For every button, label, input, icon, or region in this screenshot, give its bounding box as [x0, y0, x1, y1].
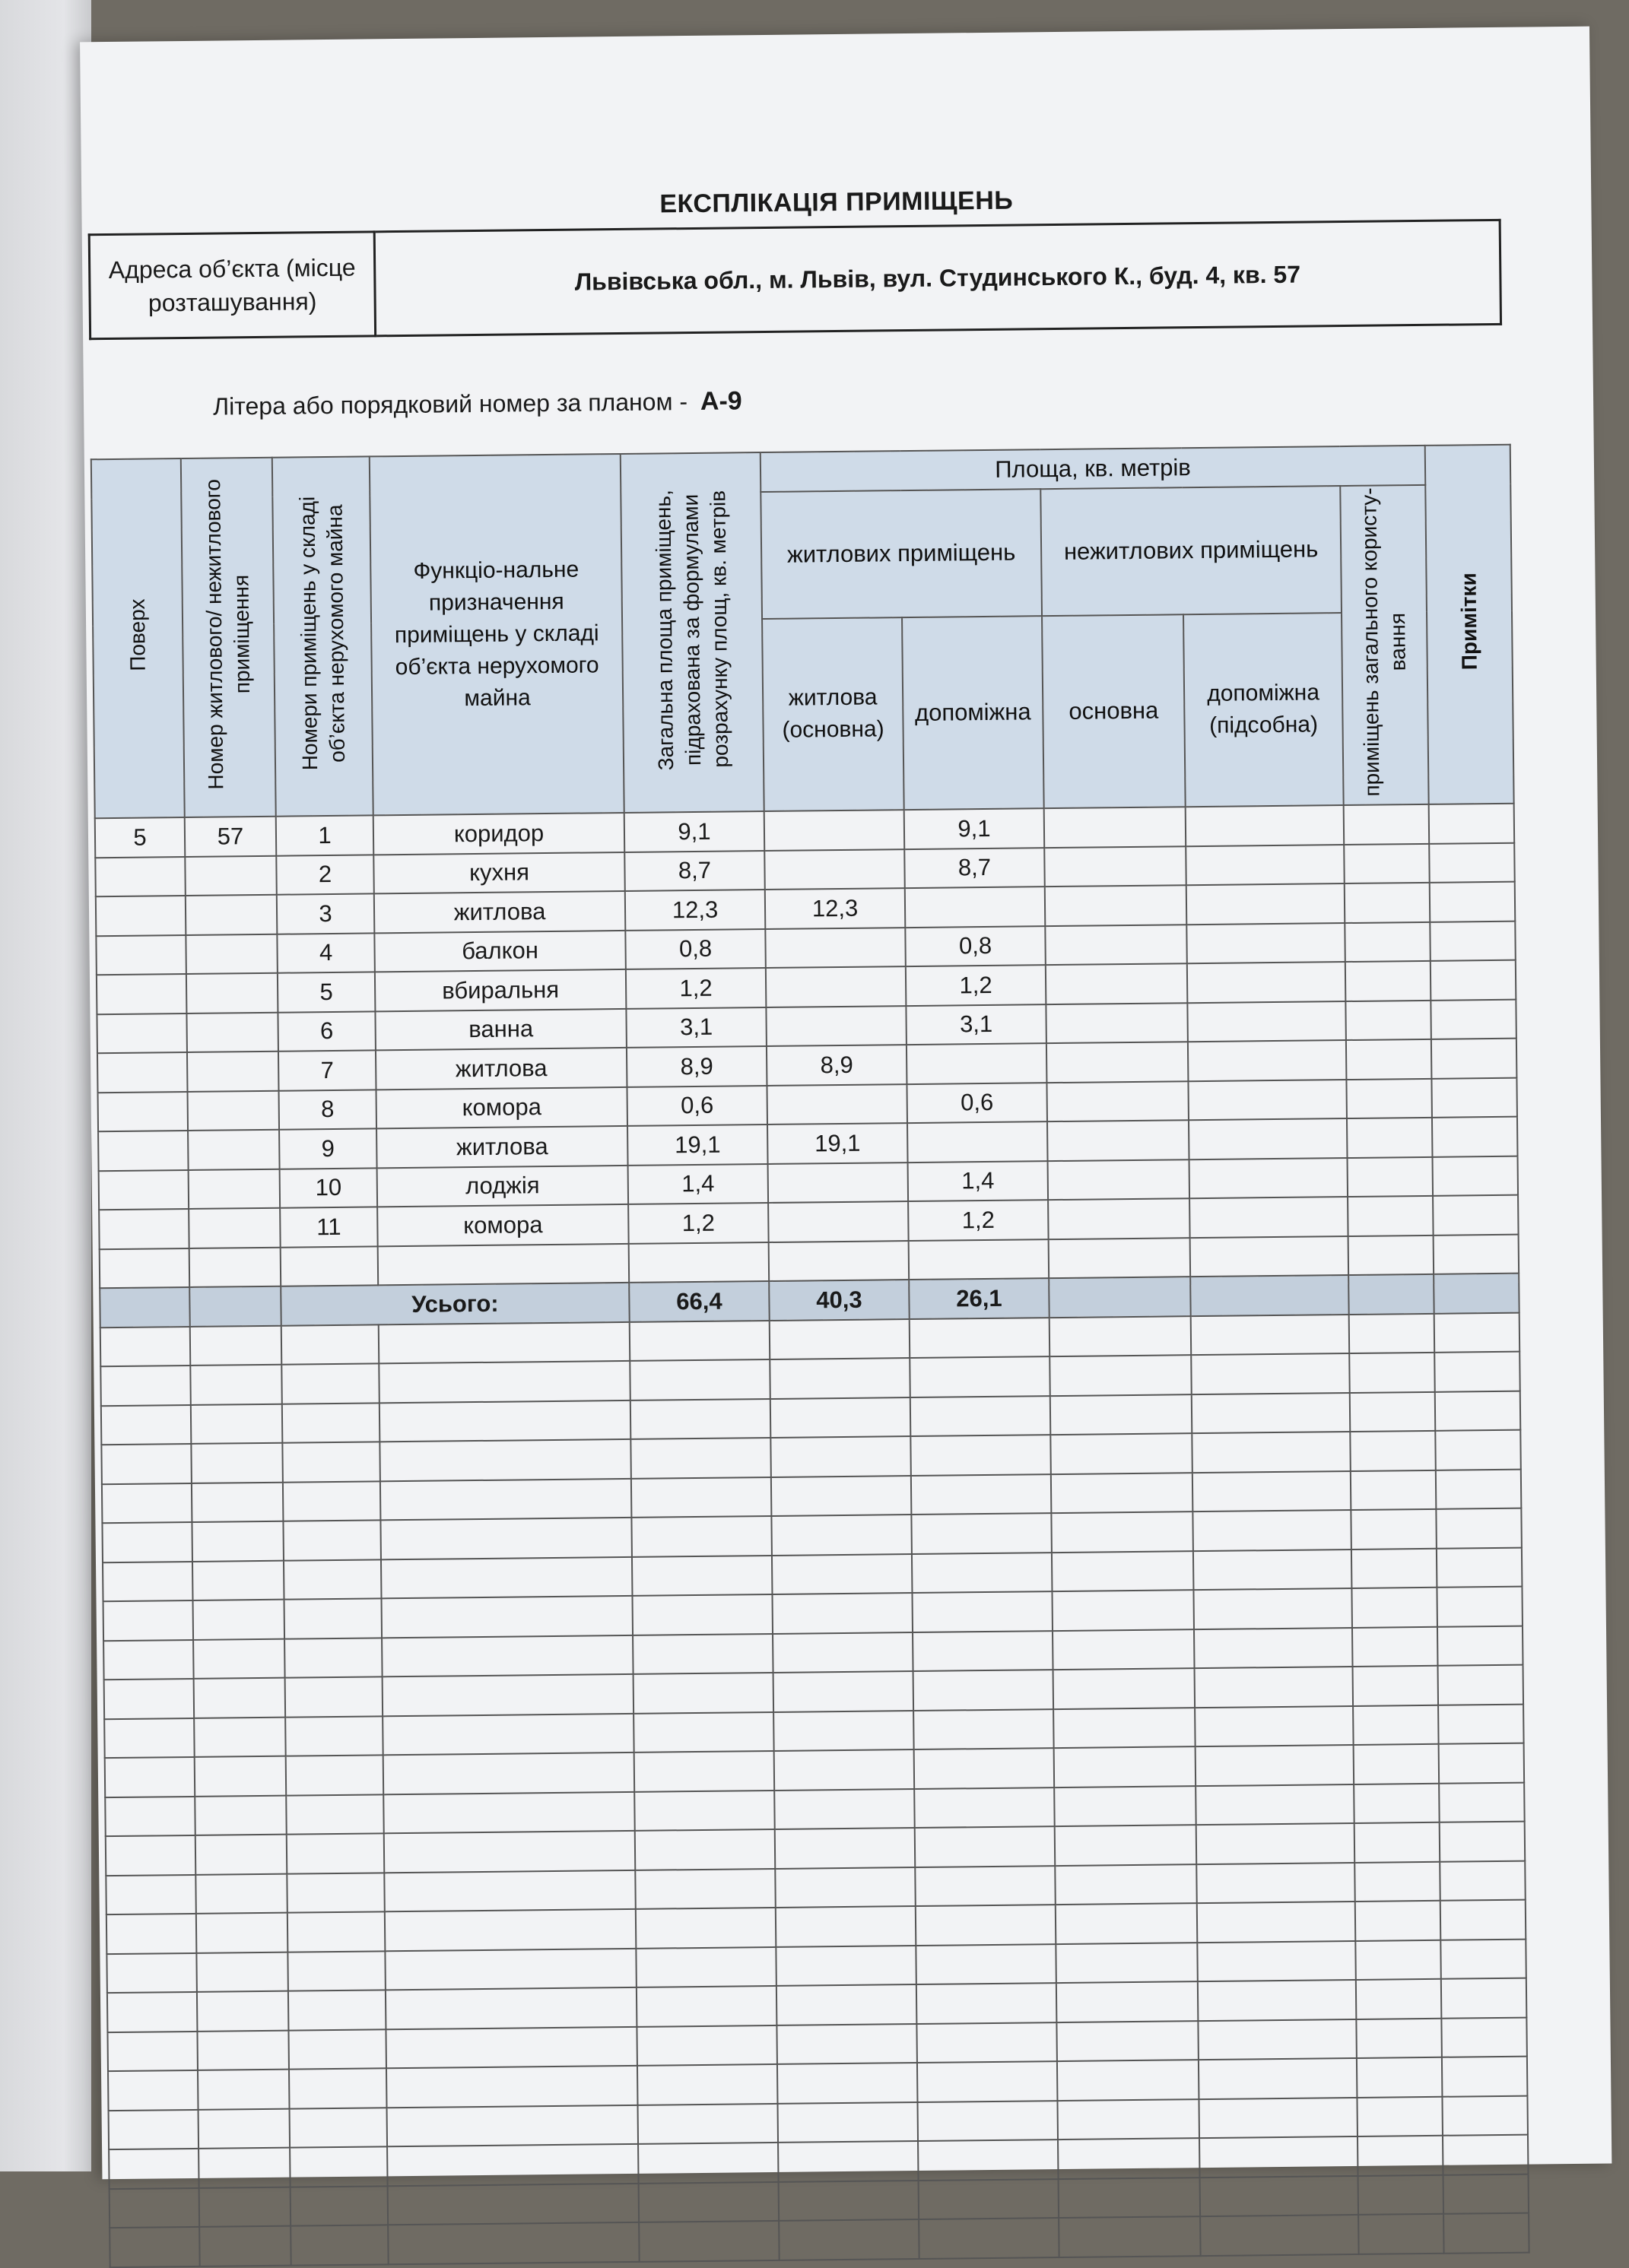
- cell-unit: [186, 934, 278, 974]
- header-common-use: приміщень загального користу-вання: [1340, 485, 1428, 805]
- cell-floor: [100, 1248, 190, 1288]
- cell-res-aux: 1,2: [906, 965, 1046, 1005]
- header-non-residential: нежитлових приміщень: [1040, 486, 1342, 616]
- cell-total: 19,1: [627, 1124, 768, 1165]
- header-res-aux: допоміжна: [902, 616, 1044, 810]
- cell-res-main: 12,3: [765, 888, 906, 928]
- rooms-table: [90, 444, 1530, 2268]
- cell-name: кухня: [373, 852, 625, 893]
- cell-num: 11: [280, 1207, 378, 1247]
- cell-unit: [185, 855, 277, 896]
- cell-res-main: 8,9: [767, 1045, 907, 1085]
- cell-name: житлова: [374, 891, 626, 933]
- cell-unit: [189, 1208, 281, 1248]
- cell-res-aux: 3,1: [906, 1004, 1046, 1045]
- cell-floor: [95, 857, 186, 897]
- document-page: [80, 27, 1612, 2180]
- cell-res-aux: 0,8: [905, 926, 1046, 966]
- totals-total-area: 66,4: [629, 1281, 770, 1321]
- cell-num: 5: [278, 972, 376, 1012]
- cell-name: лоджія: [377, 1165, 629, 1207]
- litera-line: [213, 386, 742, 421]
- header-res-main: житлова (основна): [762, 617, 904, 811]
- cell-unit: [186, 973, 278, 1013]
- cell-unit: [186, 895, 278, 935]
- cell-unit: [188, 1090, 280, 1131]
- table-body: [95, 804, 1529, 2267]
- cell-res-main: [764, 849, 905, 890]
- cell-unit: [186, 1012, 278, 1052]
- litera-label: Літера або порядковий номер за планом -: [212, 388, 688, 420]
- cell-num: 9: [279, 1128, 377, 1169]
- cell-floor: [97, 1052, 188, 1093]
- header-floor: Поверх: [91, 458, 185, 818]
- cell-total: 1,2: [628, 1203, 769, 1243]
- cell-name: комора: [377, 1204, 629, 1246]
- cell-res-main: [768, 1163, 909, 1203]
- cell-total: 1,2: [626, 968, 767, 1008]
- cell-floor: [98, 1091, 189, 1131]
- cell-floor: [96, 896, 186, 936]
- cell-total: 0,6: [627, 1086, 767, 1126]
- cell-res-main: [764, 810, 905, 850]
- cell-num: 8: [279, 1090, 377, 1130]
- address-label: Адреса об’єкта (місце розташування): [89, 232, 375, 339]
- cell-name: балкон: [374, 930, 626, 972]
- cell-res-aux: [907, 1043, 1047, 1083]
- cell-unit: [189, 1169, 281, 1209]
- cell-res-main: [765, 928, 906, 968]
- cell-floor: [98, 1131, 189, 1171]
- table-header: [91, 445, 1514, 819]
- cell-name: [378, 1243, 630, 1285]
- totals-res-aux: 26,1: [909, 1278, 1049, 1318]
- cell-unit: [187, 1052, 279, 1092]
- cell-total: 0,8: [625, 929, 766, 969]
- cell-num: 3: [277, 893, 375, 934]
- cell-unit: [189, 1247, 281, 1287]
- cell-name: ванна: [375, 1008, 627, 1050]
- cell-num: 10: [280, 1168, 378, 1208]
- header-room-numbers: Номери приміщень у складі об’єкта нерухомого майна: [272, 456, 373, 816]
- header-nonres-main: основна: [1042, 614, 1186, 808]
- cell-floor: [99, 1169, 189, 1210]
- cell-res-main: [766, 966, 907, 1007]
- cell-total: 12,3: [625, 890, 766, 930]
- cell-name: житлова: [376, 1126, 628, 1168]
- cell-total: 1,4: [628, 1164, 769, 1204]
- cell-num: 2: [276, 855, 374, 895]
- header-notes: Примітки: [1425, 445, 1514, 804]
- header-function: Функціо-нальне призначення приміщень у складі об’єкта нерухомого майна: [370, 454, 624, 815]
- cell-res-aux: 9,1: [904, 808, 1045, 849]
- cell-res-aux: [907, 1121, 1048, 1162]
- cell-floor: [97, 974, 187, 1014]
- cell-num: [281, 1246, 379, 1286]
- cell-total: 9,1: [624, 811, 765, 852]
- cell-total: 8,7: [624, 851, 765, 891]
- cell-name: вбиральня: [375, 969, 627, 1011]
- cell-res-aux: 0,6: [907, 1083, 1047, 1123]
- header-nonres-aux: допоміжна (підсобна): [1183, 613, 1344, 807]
- cell-total: [629, 1242, 770, 1282]
- header-total-area: Загальна площа приміщень, підрахована за формулами розрахунку площ, кв. метрів: [621, 452, 764, 813]
- totals-res-main: 40,3: [769, 1280, 910, 1320]
- address-table: [88, 219, 1502, 340]
- header-unit-number: Номер житлового/ нежитлового приміщення: [181, 458, 276, 817]
- cell-num: 6: [278, 1011, 376, 1052]
- document-title: ЕКСПЛІКАЦІЯ ПРИМІЩЕНЬ: [659, 186, 1014, 219]
- cell-num: 1: [276, 815, 374, 855]
- cell-name: коридор: [373, 813, 625, 855]
- address-value: Львівська обл., м. Львів, вул. Студинського К., буд. 4, кв. 57: [374, 220, 1500, 335]
- cell-unit: 57: [185, 817, 277, 857]
- cell-total: 8,9: [627, 1046, 767, 1086]
- cell-res-main: [766, 1006, 907, 1046]
- cell-res-main: [767, 1084, 907, 1124]
- litera-value: А-9: [700, 386, 742, 416]
- cell-res-aux: 1,2: [908, 1200, 1049, 1240]
- left-page-edge: [0, 0, 91, 2171]
- cell-res-aux: 8,7: [904, 848, 1045, 888]
- cell-res-aux: 1,4: [908, 1161, 1049, 1201]
- cell-res-aux: [909, 1239, 1049, 1280]
- cell-total: 3,1: [626, 1007, 767, 1048]
- cell-num: 4: [277, 933, 375, 973]
- cell-floor: [99, 1209, 189, 1249]
- cell-res-main: [769, 1241, 910, 1281]
- cell-res-main: [768, 1201, 909, 1242]
- cell-res-main: 19,1: [767, 1123, 908, 1163]
- cell-floor: [97, 1013, 187, 1053]
- cell-unit: [188, 1130, 280, 1170]
- cell-floor: 5: [95, 817, 186, 858]
- cell-num: 7: [278, 1050, 376, 1090]
- cell-name: комора: [376, 1086, 628, 1128]
- totals-label: Усього:: [281, 1283, 630, 1325]
- cell-res-aux: [905, 887, 1046, 927]
- header-area-group: Площа, кв. метрів: [761, 446, 1426, 492]
- cell-floor: [96, 934, 186, 975]
- cell-name: житлова: [376, 1048, 627, 1090]
- header-residential: житлових приміщень: [761, 489, 1042, 619]
